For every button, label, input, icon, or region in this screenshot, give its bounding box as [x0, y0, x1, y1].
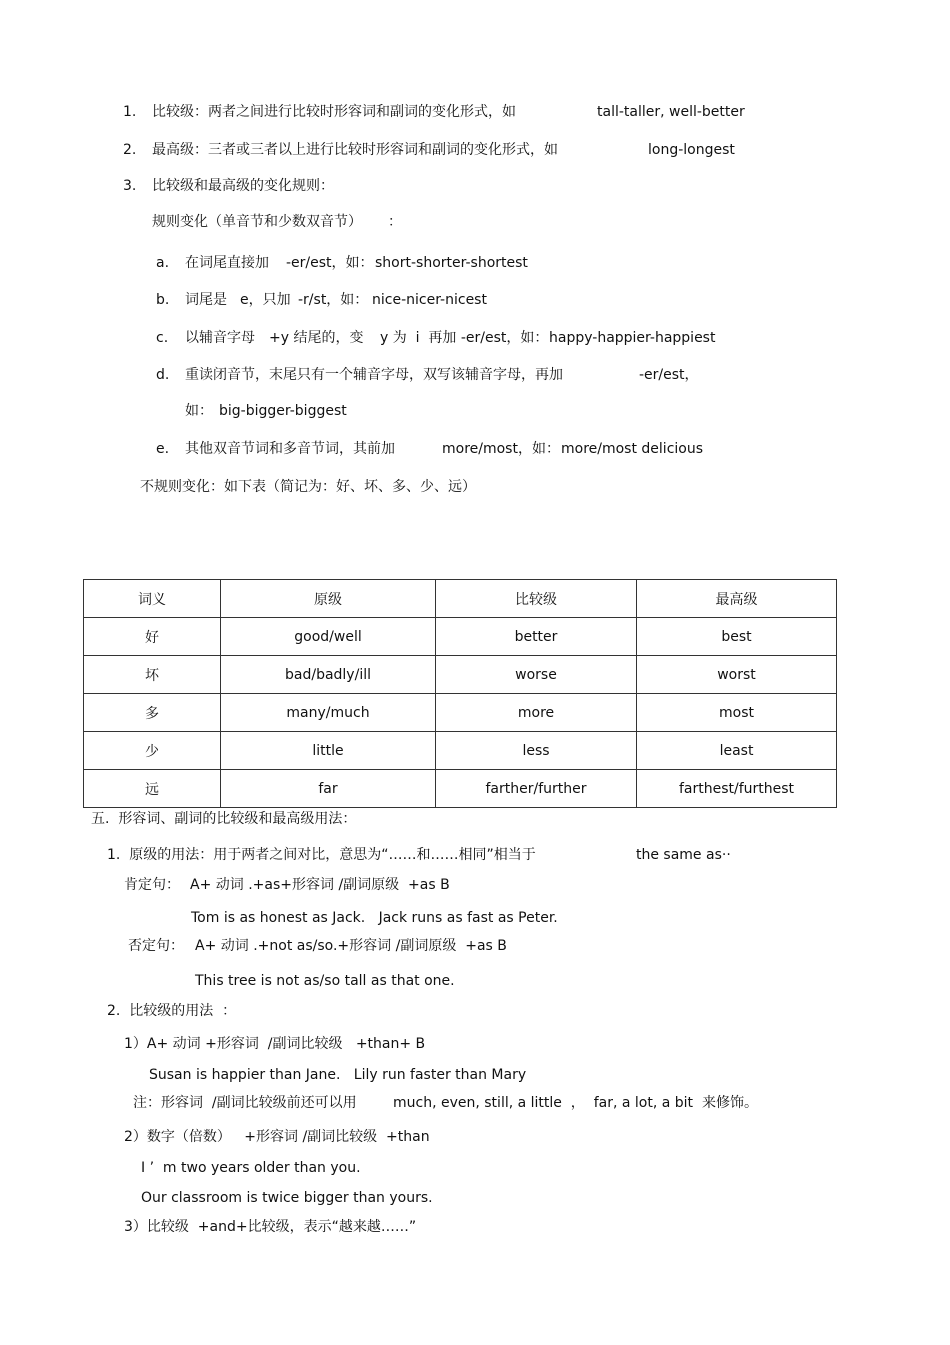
table-cell: good/well: [221, 618, 436, 656]
table-cell: 多: [84, 694, 221, 732]
note-modifiers: much, even, still, a little ， far, a lot, a bit 来修饰。: [393, 1095, 758, 1111]
table-cell: 远: [84, 770, 221, 808]
rules-heading: 比较级和最高级的变化规则：: [152, 178, 334, 194]
rule-letter: e.: [156, 441, 170, 457]
table-cell: bad/badly/ill: [221, 656, 436, 694]
affirmative-formula: A+ 动词 .+as+形容词 /副词原级 +as B: [190, 877, 450, 893]
table-cell: farther/further: [436, 770, 637, 808]
rule-text: 如：: [185, 403, 213, 419]
rule-text: more/most，如：: [442, 441, 560, 457]
table-cell: many/much: [221, 694, 436, 732]
rule-example: more/most delicious: [561, 441, 704, 457]
rule-text: 重读闭音节，末尾只有一个辅音字母，双写该辅音字母，再加: [185, 367, 563, 383]
negative-label: 否定句：: [128, 938, 184, 954]
item-number: 1.: [123, 104, 137, 120]
rule-text: 以辅音字母: [185, 330, 255, 346]
comparative-pattern-2: 2）数字（倍数） +形容词 /副词比较级 +than: [124, 1129, 430, 1145]
regular-change-heading: 规则变化（单音节和少数双音节）: [152, 214, 362, 230]
rule-text: 词尾是: [185, 292, 227, 308]
irregular-change-heading: 不规则变化：如下表（简记为：好、坏、多、少、远）: [140, 479, 476, 495]
table-row: [84, 732, 837, 770]
rule-example: happy-happier-happiest: [549, 330, 716, 346]
section-heading: 五. 形容词、副词的比较级和最高级用法：: [91, 811, 357, 827]
comparative-example-2a: I ’ m two years older than you.: [141, 1160, 361, 1176]
table-row: [84, 656, 837, 694]
superlative-example: long-longest: [648, 142, 735, 158]
positive-degree-usage-title: 1. 原级的用法：用于两者之间对比，意思为“……和……相同”相当于: [107, 847, 536, 863]
irregular-forms-table: [83, 579, 837, 808]
rule-text: e，只加: [240, 292, 291, 308]
rule-text: -r/st，如：: [298, 292, 369, 308]
comparative-pattern-1: 1）A+ 动词 +形容词 /副词比较级 +than+ B: [124, 1036, 426, 1052]
column-header: 最高级: [637, 580, 837, 618]
table-row: [84, 694, 837, 732]
item-number: 3.: [123, 178, 137, 194]
comparative-pattern-3: 3）比较级 +and+比较级，表示“越来越……”: [124, 1219, 417, 1235]
table-cell: farthest/furthest: [637, 770, 837, 808]
comparative-example-1: Susan is happier than Jane. Lily run faster than Mary: [149, 1067, 527, 1083]
positive-degree-usage-suffix: the same as··: [636, 847, 731, 863]
rule-text: 其他双音节词和多音节词，其前加: [185, 441, 395, 457]
rule-text: 在词尾直接加: [185, 255, 269, 271]
table-cell: far: [221, 770, 436, 808]
negative-example: This tree is not as/so tall as that one.: [195, 973, 455, 989]
rule-text: -er/est，如：: [286, 255, 374, 271]
table-cell: worse: [436, 656, 637, 694]
column-header: 原级: [221, 580, 436, 618]
rule-text: -er/est，: [639, 367, 699, 383]
affirmative-label: 肯定句：: [124, 877, 180, 893]
table-cell: worst: [637, 656, 837, 694]
superlative-definition: 最高级：三者或三者以上进行比较时形容词和副词的变化形式，如: [152, 142, 558, 158]
rule-example: big-bigger-biggest: [219, 403, 347, 419]
column-header: 词义: [84, 580, 221, 618]
rule-letter: a.: [156, 255, 170, 271]
rule-letter: d.: [156, 367, 170, 383]
rule-letter: b.: [156, 292, 170, 308]
table-header-row: [84, 580, 837, 618]
table-cell: less: [436, 732, 637, 770]
table-cell: 坏: [84, 656, 221, 694]
item-number: 2.: [123, 142, 137, 158]
comparative-example-2b: Our classroom is twice bigger than yours.: [141, 1190, 433, 1206]
rule-letter: c.: [156, 330, 169, 346]
table-cell: most: [637, 694, 837, 732]
comparative-definition: 比较级：两者之间进行比较时形容词和副词的变化形式，如: [152, 104, 516, 120]
rule-text: y 为 i 再加 -er/est，如：: [380, 330, 549, 346]
note-label: 注：形容词 /副词比较级前还可以用: [133, 1095, 357, 1111]
rule-text: +y 结尾的，变: [269, 330, 364, 346]
comparative-usage-title: 2. 比较级的用法 ：: [107, 1003, 237, 1019]
table-cell: least: [637, 732, 837, 770]
table-row: [84, 618, 837, 656]
table-cell: 好: [84, 618, 221, 656]
table-cell: best: [637, 618, 837, 656]
regular-change-colon: ：: [388, 214, 402, 230]
table-cell: 少: [84, 732, 221, 770]
comparative-example: tall-taller, well-better: [597, 104, 745, 120]
table-cell: better: [436, 618, 637, 656]
column-header: 比较级: [436, 580, 637, 618]
rule-example: short-shorter-shortest: [375, 255, 528, 271]
rule-example: nice-nicer-nicest: [372, 292, 487, 308]
table-row: [84, 770, 837, 808]
table-cell: more: [436, 694, 637, 732]
affirmative-example: Tom is as honest as Jack. Jack runs as fast as Peter.: [191, 910, 558, 926]
table-cell: little: [221, 732, 436, 770]
negative-formula: A+ 动词 .+not as/so.+形容词 /副词原级 +as B: [195, 938, 507, 954]
